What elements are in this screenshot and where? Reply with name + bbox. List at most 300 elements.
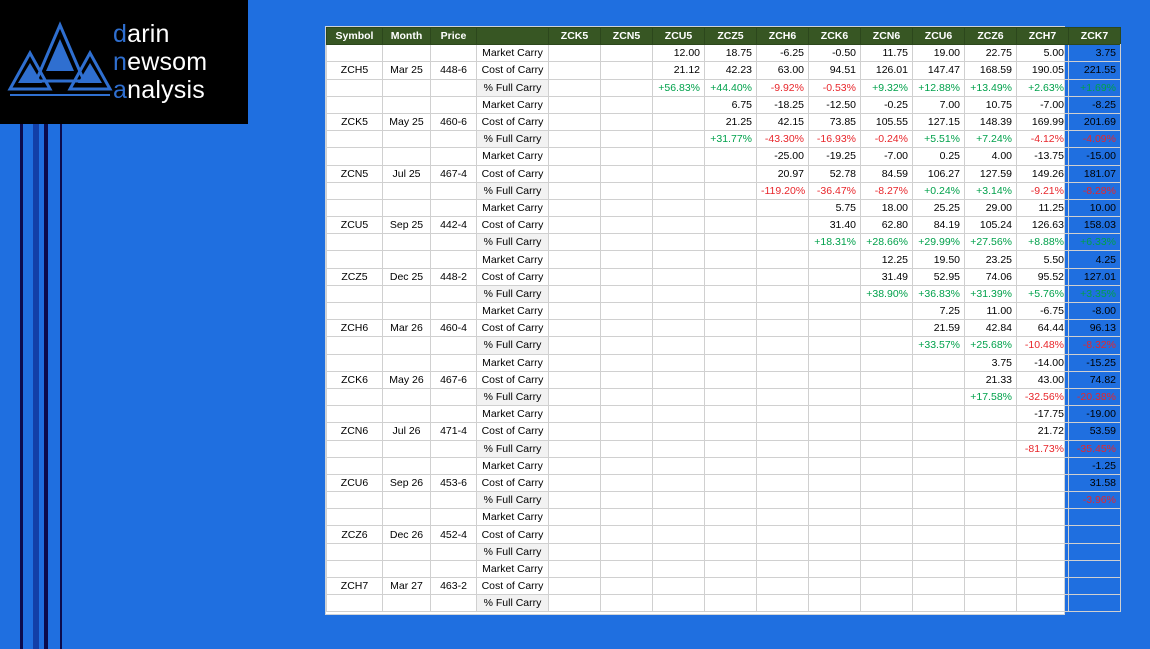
cell-symbol[interactable] [327,182,383,199]
cell-value[interactable]: 11.25 [1017,199,1069,216]
cell-value[interactable]: 74.06 [965,268,1017,285]
cell-value[interactable] [653,388,705,405]
cell-value[interactable]: 22.75 [965,45,1017,62]
cell-value[interactable]: +56.83% [653,79,705,96]
column-header-zcu6[interactable]: ZCU6 [913,28,965,45]
cell-price[interactable]: 453-6 [431,474,477,491]
table-row[interactable] [327,354,1121,371]
cell-month[interactable] [383,595,431,612]
cell-value[interactable] [601,320,653,337]
cell-price[interactable] [431,440,477,457]
cell-value[interactable]: -4.12% [1017,131,1069,148]
cell-value[interactable] [861,526,913,543]
cell-value[interactable] [861,440,913,457]
cell-value[interactable]: -35.45% [1069,440,1121,457]
cell-value[interactable] [601,303,653,320]
cell-value[interactable] [653,509,705,526]
cell-value[interactable] [653,303,705,320]
cell-value[interactable] [809,388,861,405]
cell-value[interactable] [653,595,705,612]
cell-value[interactable] [861,492,913,509]
cell-price[interactable] [431,182,477,199]
cell-price[interactable] [431,285,477,302]
cell-value[interactable] [1069,509,1121,526]
cell-value[interactable] [653,354,705,371]
cell-value[interactable] [601,354,653,371]
cell-month[interactable]: Dec 26 [383,526,431,543]
cell-row-label[interactable]: Cost of Carry [477,320,549,337]
cell-value[interactable] [549,457,601,474]
cell-row-label[interactable]: Market Carry [477,560,549,577]
cell-symbol[interactable] [327,595,383,612]
cell-value[interactable] [1069,560,1121,577]
column-header-zcz5[interactable]: ZCZ5 [705,28,757,45]
cell-month[interactable] [383,543,431,560]
cell-value[interactable] [549,303,601,320]
cell-value[interactable] [705,526,757,543]
cell-value[interactable] [913,578,965,595]
column-header-zcu5[interactable]: ZCU5 [653,28,705,45]
cell-value[interactable]: 6.75 [705,96,757,113]
cell-value[interactable]: 148.39 [965,113,1017,130]
cell-value[interactable]: 5.75 [809,199,861,216]
cell-value[interactable]: -18.25 [757,96,809,113]
table-row[interactable] [327,595,1121,612]
cell-value[interactable] [913,406,965,423]
cell-value[interactable] [913,543,965,560]
column-header-symbol[interactable]: Symbol [327,28,383,45]
cell-symbol[interactable]: ZCH7 [327,578,383,595]
cell-value[interactable] [757,526,809,543]
cell-value[interactable] [601,388,653,405]
cell-price[interactable] [431,96,477,113]
cell-symbol[interactable] [327,560,383,577]
cell-value[interactable]: 84.19 [913,217,965,234]
cell-value[interactable] [757,560,809,577]
cell-value[interactable] [809,285,861,302]
cell-month[interactable]: Mar 26 [383,320,431,337]
cell-value[interactable]: 11.00 [965,303,1017,320]
cell-price[interactable] [431,45,477,62]
table-row[interactable] [327,474,1121,491]
cell-value[interactable]: 31.58 [1069,474,1121,491]
cell-value[interactable] [653,285,705,302]
cell-value[interactable] [861,595,913,612]
cell-value[interactable] [549,371,601,388]
cell-value[interactable]: 94.51 [809,62,861,79]
cell-symbol[interactable] [327,354,383,371]
cell-value[interactable] [809,543,861,560]
cell-row-label[interactable]: Market Carry [477,406,549,423]
cell-row-label[interactable]: Cost of Carry [477,268,549,285]
cell-month[interactable]: Sep 26 [383,474,431,491]
cell-value[interactable]: 42.84 [965,320,1017,337]
table-row[interactable] [327,337,1121,354]
cell-value[interactable] [861,560,913,577]
column-header-zch6[interactable]: ZCH6 [757,28,809,45]
cell-value[interactable]: 19.00 [913,45,965,62]
cell-value[interactable]: 105.24 [965,217,1017,234]
cell-value[interactable] [549,234,601,251]
cell-value[interactable] [601,113,653,130]
cell-value[interactable]: +5.76% [1017,285,1069,302]
cell-value[interactable] [861,474,913,491]
cell-value[interactable] [653,423,705,440]
cell-value[interactable] [809,440,861,457]
cell-value[interactable]: 63.00 [757,62,809,79]
cell-value[interactable] [601,45,653,62]
cell-symbol[interactable] [327,148,383,165]
cell-row-label[interactable]: Market Carry [477,199,549,216]
cell-value[interactable]: +28.66% [861,234,913,251]
cell-value[interactable] [705,268,757,285]
cell-price[interactable] [431,457,477,474]
cell-value[interactable] [549,492,601,509]
cell-value[interactable] [705,440,757,457]
cell-month[interactable]: Mar 25 [383,62,431,79]
cell-value[interactable] [809,371,861,388]
cell-value[interactable] [1017,543,1069,560]
cell-value[interactable] [965,509,1017,526]
cell-value[interactable] [549,62,601,79]
cell-value[interactable]: 62.80 [861,217,913,234]
cell-value[interactable] [601,492,653,509]
cell-month[interactable]: May 25 [383,113,431,130]
cell-value[interactable]: -9.21% [1017,182,1069,199]
cell-row-label[interactable]: Cost of Carry [477,526,549,543]
cell-value[interactable]: 42.15 [757,113,809,130]
cell-value[interactable] [757,285,809,302]
cell-value[interactable] [1017,560,1069,577]
cell-value[interactable] [809,406,861,423]
cell-price[interactable]: 467-6 [431,371,477,388]
cell-symbol[interactable] [327,131,383,148]
table-row[interactable] [327,251,1121,268]
cell-value[interactable]: 3.75 [1069,45,1121,62]
cell-price[interactable] [431,251,477,268]
cell-symbol[interactable]: ZCN6 [327,423,383,440]
cell-value[interactable] [965,560,1017,577]
cell-value[interactable] [549,268,601,285]
cell-value[interactable]: -43.30% [757,131,809,148]
cell-symbol[interactable] [327,79,383,96]
cell-row-label[interactable]: Market Carry [477,457,549,474]
cell-value[interactable] [809,423,861,440]
cell-value[interactable]: 4.25 [1069,251,1121,268]
cell-value[interactable] [601,337,653,354]
cell-value[interactable]: +31.39% [965,285,1017,302]
cell-value[interactable]: 20.97 [757,165,809,182]
cell-month[interactable] [383,131,431,148]
cell-value[interactable] [757,578,809,595]
cell-value[interactable] [1017,578,1069,595]
cell-symbol[interactable]: ZCK5 [327,113,383,130]
cell-value[interactable]: -8.00 [1069,303,1121,320]
cell-value[interactable] [757,251,809,268]
cell-symbol[interactable]: ZCU5 [327,217,383,234]
cell-price[interactable] [431,131,477,148]
cell-value[interactable]: -4.09% [1069,131,1121,148]
cell-price[interactable] [431,234,477,251]
cell-month[interactable]: Jul 25 [383,165,431,182]
cell-value[interactable] [705,285,757,302]
cell-value[interactable] [1017,474,1069,491]
cell-value[interactable] [549,251,601,268]
cell-value[interactable] [601,165,653,182]
cell-value[interactable] [549,285,601,302]
cell-month[interactable] [383,285,431,302]
cell-value[interactable] [705,354,757,371]
cell-value[interactable] [757,354,809,371]
cell-month[interactable] [383,354,431,371]
cell-value[interactable] [549,148,601,165]
cell-value[interactable] [653,406,705,423]
cell-value[interactable]: 127.01 [1069,268,1121,285]
table-row[interactable] [327,526,1121,543]
cell-price[interactable] [431,79,477,96]
cell-value[interactable]: +0.24% [913,182,965,199]
cell-value[interactable] [1017,526,1069,543]
cell-symbol[interactable] [327,543,383,560]
cell-value[interactable]: -15.00 [1069,148,1121,165]
cell-price[interactable] [431,337,477,354]
cell-month[interactable] [383,509,431,526]
cell-value[interactable] [549,113,601,130]
cell-value[interactable] [809,526,861,543]
cell-value[interactable]: 12.25 [861,251,913,268]
cell-value[interactable] [965,526,1017,543]
cell-value[interactable] [809,268,861,285]
cell-value[interactable]: 96.13 [1069,320,1121,337]
cell-value[interactable] [913,371,965,388]
cell-value[interactable] [1017,595,1069,612]
cell-symbol[interactable] [327,457,383,474]
column-header-zcn5[interactable]: ZCN5 [601,28,653,45]
table-row[interactable] [327,543,1121,560]
cell-value[interactable]: 105.55 [861,113,913,130]
cell-row-label[interactable]: Market Carry [477,251,549,268]
cell-row-label[interactable]: % Full Carry [477,543,549,560]
cell-value[interactable] [965,440,1017,457]
cell-value[interactable]: +7.24% [965,131,1017,148]
cell-month[interactable] [383,388,431,405]
cell-month[interactable] [383,337,431,354]
cell-value[interactable]: -8.32% [1069,337,1121,354]
cell-month[interactable] [383,303,431,320]
cell-price[interactable]: 460-4 [431,320,477,337]
cell-value[interactable] [913,440,965,457]
cell-value[interactable] [601,234,653,251]
cell-value[interactable] [705,406,757,423]
cell-value[interactable]: 3.75 [965,354,1017,371]
cell-month[interactable]: Mar 27 [383,578,431,595]
cell-row-label[interactable]: % Full Carry [477,79,549,96]
cell-value[interactable] [809,509,861,526]
cell-value[interactable]: -7.00 [1017,96,1069,113]
cell-value[interactable] [861,578,913,595]
table-row[interactable] [327,492,1121,509]
cell-value[interactable]: +17.58% [965,388,1017,405]
cell-value[interactable] [549,560,601,577]
cell-value[interactable] [757,268,809,285]
cell-value[interactable] [653,474,705,491]
table-row[interactable] [327,371,1121,388]
cell-value[interactable] [601,217,653,234]
cell-value[interactable] [601,131,653,148]
cell-value[interactable]: +33.57% [913,337,965,354]
cell-value[interactable] [705,217,757,234]
cell-row-label[interactable]: Cost of Carry [477,62,549,79]
cell-value[interactable] [757,423,809,440]
cell-symbol[interactable]: ZCH5 [327,62,383,79]
column-header-zcz6[interactable]: ZCZ6 [965,28,1017,45]
cell-value[interactable] [549,79,601,96]
cell-row-label[interactable]: Market Carry [477,509,549,526]
cell-symbol[interactable] [327,492,383,509]
cell-month[interactable] [383,96,431,113]
cell-value[interactable]: -0.53% [809,79,861,96]
cell-price[interactable] [431,354,477,371]
cell-value[interactable]: -25.00 [757,148,809,165]
cell-value[interactable]: 52.95 [913,268,965,285]
cell-price[interactable] [431,543,477,560]
cell-month[interactable] [383,148,431,165]
cell-value[interactable]: 18.00 [861,199,913,216]
cell-value[interactable]: 21.33 [965,371,1017,388]
cell-value[interactable]: +25.68% [965,337,1017,354]
cell-value[interactable]: +2.63% [1017,79,1069,96]
cell-value[interactable]: +38.90% [861,285,913,302]
cell-value[interactable] [549,406,601,423]
cell-value[interactable] [705,199,757,216]
cell-row-label[interactable]: Cost of Carry [477,113,549,130]
cell-value[interactable] [913,492,965,509]
cell-value[interactable] [549,526,601,543]
cell-value[interactable] [757,337,809,354]
cell-value[interactable] [653,320,705,337]
table-row[interactable] [327,45,1121,62]
table-row[interactable] [327,131,1121,148]
table-row[interactable] [327,578,1121,595]
table-row[interactable] [327,234,1121,251]
cell-month[interactable] [383,251,431,268]
cell-price[interactable] [431,303,477,320]
cell-value[interactable]: 29.00 [965,199,1017,216]
column-header-price[interactable]: Price [431,28,477,45]
cell-value[interactable]: +12.88% [913,79,965,96]
cell-value[interactable] [913,509,965,526]
cell-value[interactable] [861,354,913,371]
cell-value[interactable] [965,543,1017,560]
cell-symbol[interactable] [327,337,383,354]
cell-price[interactable]: 471-4 [431,423,477,440]
cell-value[interactable]: 147.47 [913,62,965,79]
cell-value[interactable] [1069,578,1121,595]
cell-value[interactable] [1017,457,1069,474]
cell-value[interactable]: 12.00 [653,45,705,62]
cell-price[interactable] [431,199,477,216]
cell-value[interactable] [705,337,757,354]
table-row[interactable] [327,182,1121,199]
cell-symbol[interactable] [327,440,383,457]
cell-value[interactable]: -6.75 [1017,303,1069,320]
cell-row-label[interactable]: % Full Carry [477,595,549,612]
cell-value[interactable] [757,234,809,251]
cell-value[interactable]: -32.56% [1017,388,1069,405]
cell-value[interactable]: 74.82 [1069,371,1121,388]
cell-value[interactable] [705,543,757,560]
cell-month[interactable] [383,182,431,199]
table-row[interactable] [327,148,1121,165]
cell-value[interactable] [705,457,757,474]
cell-value[interactable] [601,251,653,268]
cell-value[interactable]: 42.23 [705,62,757,79]
cell-symbol[interactable] [327,285,383,302]
cell-value[interactable] [549,509,601,526]
table-row[interactable] [327,406,1121,423]
cell-value[interactable] [1069,526,1121,543]
column-header-zck5[interactable]: ZCK5 [549,28,601,45]
cell-row-label[interactable]: Cost of Carry [477,217,549,234]
cell-price[interactable]: 463-2 [431,578,477,595]
cell-price[interactable] [431,388,477,405]
column-header-month[interactable]: Month [383,28,431,45]
cell-row-label[interactable]: % Full Carry [477,440,549,457]
cell-price[interactable] [431,492,477,509]
cell-month[interactable]: May 26 [383,371,431,388]
cell-price[interactable] [431,595,477,612]
cell-value[interactable]: 201.69 [1069,113,1121,130]
cell-value[interactable] [861,543,913,560]
cell-value[interactable] [653,578,705,595]
cell-value[interactable] [601,79,653,96]
cell-value[interactable] [601,268,653,285]
cell-value[interactable]: +8.88% [1017,234,1069,251]
cell-value[interactable] [965,474,1017,491]
cell-price[interactable]: 448-6 [431,62,477,79]
cell-symbol[interactable] [327,303,383,320]
cell-value[interactable] [653,457,705,474]
cell-value[interactable] [653,526,705,543]
cell-value[interactable] [601,148,653,165]
cell-price[interactable] [431,406,477,423]
cell-row-label[interactable]: Market Carry [477,354,549,371]
table-row[interactable] [327,285,1121,302]
cell-value[interactable] [549,217,601,234]
cell-value[interactable]: 126.01 [861,62,913,79]
cell-value[interactable]: 149.26 [1017,165,1069,182]
cell-value[interactable]: -19.00 [1069,406,1121,423]
cell-value[interactable]: -12.50 [809,96,861,113]
cell-value[interactable]: +44.40% [705,79,757,96]
cell-value[interactable] [601,578,653,595]
cell-value[interactable] [1069,595,1121,612]
cell-value[interactable] [601,423,653,440]
table-row[interactable] [327,96,1121,113]
table-row[interactable] [327,113,1121,130]
cell-value[interactable]: 43.00 [1017,371,1069,388]
cell-value[interactable]: +3.14% [965,182,1017,199]
cell-value[interactable] [601,560,653,577]
cell-value[interactable] [705,165,757,182]
cell-month[interactable] [383,492,431,509]
cell-value[interactable] [705,388,757,405]
cell-month[interactable] [383,406,431,423]
cell-price[interactable]: 452-4 [431,526,477,543]
table-row[interactable] [327,199,1121,216]
cell-value[interactable] [809,578,861,595]
cell-value[interactable] [653,268,705,285]
